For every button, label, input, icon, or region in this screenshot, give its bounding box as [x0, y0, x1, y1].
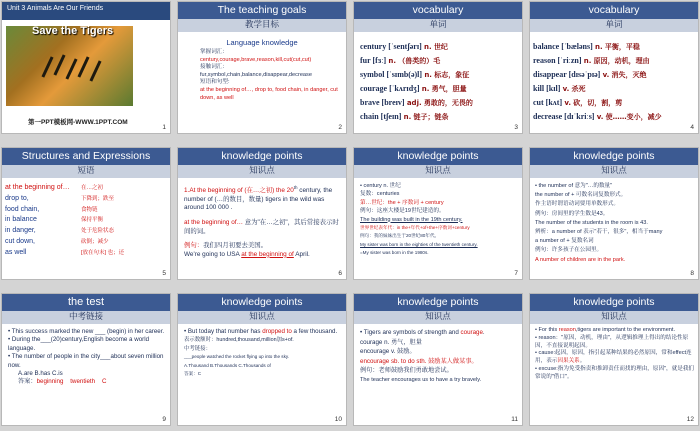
vocab-row: disappear [dɪsəˈpɪə] v. 消失，灭绝 — [533, 70, 647, 79]
slide-thumb-11[interactable] — [354, 294, 522, 425]
slide-number: 7 — [514, 270, 518, 277]
slide-subtitle: 单词 — [354, 19, 522, 32]
slide-number: 12 — [686, 416, 694, 423]
slide-title: Structures and Expressions — [2, 148, 170, 165]
slide-subtitle: 知识点 — [178, 165, 346, 178]
slide-number: 6 — [338, 270, 342, 277]
slide-title: knowledge points — [530, 294, 698, 311]
slide-subtitle: 知识点 — [530, 165, 698, 178]
slide-number: 10 — [334, 416, 342, 423]
slide-thumb-3[interactable] — [354, 2, 522, 133]
slide-title: knowledge points — [354, 148, 522, 165]
slide-number: 8 — [690, 270, 694, 277]
slide-number: 1 — [162, 124, 166, 131]
slide-thumb-12[interactable] — [530, 294, 698, 425]
slide-thumb-1[interactable] — [2, 2, 170, 133]
vocab-row: chain [tʃeɪn] n. 链子；链条 — [360, 112, 449, 121]
slide-thumb-7[interactable] — [354, 148, 522, 279]
vocab-row: reason [ˈriːzn] n. 原因，动机，理由 — [533, 56, 650, 65]
slide-number: 4 — [690, 124, 694, 131]
slide-number: 9 — [162, 416, 166, 423]
century-notes: • century n. 世纪 复数：centuries 第…世纪：the + 序数词 + century 例句：这座大楼是19世纪建造的。 The building was built in the 19th century. 世界世纪表年代：in the+年代+of+the+序数词+century 例句：我的妹妹出生于20世纪80年代。 My sister was born in the eighties of the twentieth century. =My sister was born in the 1980s. — [360, 183, 478, 256]
slide-title: knowledge points — [178, 294, 346, 311]
slide-thumb-6[interactable] — [178, 148, 346, 279]
slide-title: the test — [2, 294, 170, 311]
unit-label: Unit 3 Animals Are Our Friends — [7, 5, 104, 12]
section-label: Language knowledge — [226, 38, 298, 47]
slide-title: knowledge points — [178, 148, 346, 165]
number-notes: • the number of 意为"…的数量" the number of + 可数名词复数形式。 作主语时谓语动词要用单数形式。 例句：房间里的学生数是43。 The number of the students in the room is 43. 辨析：a number of 表示"若干，很多"，相当于many a number of + 复数名词 例句：许多孩子在公园里。 A number of children are in the park. — [535, 183, 663, 263]
slide-subtitle: 中考链接 — [2, 311, 170, 324]
slide-subtitle: 教学目标 — [178, 19, 346, 32]
slide-number: 5 — [162, 270, 166, 277]
slide-title: vocabulary — [354, 2, 522, 19]
slide-subtitle: 知识点 — [530, 311, 698, 324]
slide-subtitle: 知识点 — [178, 311, 346, 324]
slide-title: The teaching goals — [178, 2, 346, 19]
slide-thumb-10[interactable] — [178, 294, 346, 425]
vocab-row: brave [breɪv] adj. 勇敢的，无畏的 — [360, 98, 473, 107]
vocab-row: fur [fɜː] n. （兽类的）毛 — [360, 56, 441, 65]
reason-notes: • For this reason,tigers are important to the environment. • reason："原因，动机，理由"，从逻辑推理上得出的结论性原因，不直接说明起因。 • cause:起因，原因，指引起某种结果的必然原因，常和effect连用，表示因果关系。 • excuse:指为免受指责和推卸责任而找的理由，原因"，就是我们常说的"借口"。 — [535, 327, 695, 380]
slide-thumb-4[interactable] — [530, 2, 698, 133]
vocab-row: kill [kɪl] v. 杀死 — [533, 84, 586, 93]
dropto-notes: • But today that number has dropped to a few thousand. 表示数额时：hundred,thousand,million加s+of. 中考链接： ___people watched the rocket flying up into the sky. A.Thousand B.Thousands C.Thousands of 答案：C — [184, 328, 338, 377]
slide-thumb-8[interactable] — [530, 148, 698, 279]
vocab-row: decrease [dɪˈkriːs] v. 使……变小，减少 — [533, 112, 662, 121]
vocab-row: cut [kʌt] v. 砍，切，割，剪 — [533, 98, 623, 107]
slide-number: 11 — [511, 416, 518, 423]
courage-notes: • Tigers are symbols of strength and courage. courage n. 勇气，胆量 encourage v. 鼓励。 encourage sb. to do sth. 鼓励某人做某事。 例句：老师鼓励我们勇敢地尝试。 The teacher encourages us to have a try bravely. — [360, 329, 485, 383]
slide-subtitle: 单词 — [530, 19, 698, 32]
slide-title: knowledge points — [530, 148, 698, 165]
test-questions: • This success marked the new ___ (begin) in her career. • During the___(20)century,English become a world language. • The number of people in the city___about seven million now. A.are B.has C.is 答案：beginning twentieth C — [8, 328, 165, 386]
tiger-photo — [6, 26, 133, 106]
slide-title: Save the Tigers — [32, 25, 114, 37]
example-text: 1.At the beginning of (在…之初) the 20th century, the number of (…的数目，数量) tigers in the wild was around 100 000 . at the beginning of… 意为"在…之初"，其后常接表示时间的词。 例句：我们四月初要去美国。 We're going to USA at the beginning of April. — [184, 185, 339, 258]
footer-text: 第一PPT模板网-WWW.1PPT.COM — [28, 119, 128, 126]
slide-thumb-5[interactable] — [2, 148, 170, 279]
phrase-list: at the beginning of… 在…之初 drop to, 下降到；跌至 food chain, 食物链 in balance 保持平衡 in danger, 处于危险状态 cut down, 砍倒；减少 as well [放在句末] 也；还 — [5, 184, 125, 256]
vocab-row: courage [ˈkʌrɪdʒ] n. 勇气，胆量 — [360, 84, 467, 93]
slide-title: vocabulary — [530, 2, 698, 19]
slide-title: knowledge points — [354, 294, 522, 311]
vocab-row: symbol [ˈsɪmb(ə)l] n. 标志，象征 — [360, 70, 470, 79]
slide-subtitle: 知识点 — [354, 165, 522, 178]
slide-subtitle: 知识点 — [354, 311, 522, 324]
slide-subtitle: 短语 — [2, 165, 170, 178]
slide-number: 2 — [338, 124, 342, 131]
slide-thumb-2[interactable] — [178, 2, 346, 133]
slide-thumb-9[interactable] — [2, 294, 170, 425]
goals-text: 掌握词汇： century,courage,brave,reason,kill,cut(cut,cut) 接触词汇： fur,symbol,chain,balance,disappear,decrease 短语和句型: at the beginning of…, drop to, food chain, in danger, cut down, as well — [200, 49, 338, 101]
vocab-row: century [ˈsentʃərɪ] n. 世纪 — [360, 42, 448, 51]
slide-number: 3 — [514, 124, 518, 131]
vocab-row: balance [ˈbæləns] n. 平衡，平稳 — [533, 42, 640, 51]
